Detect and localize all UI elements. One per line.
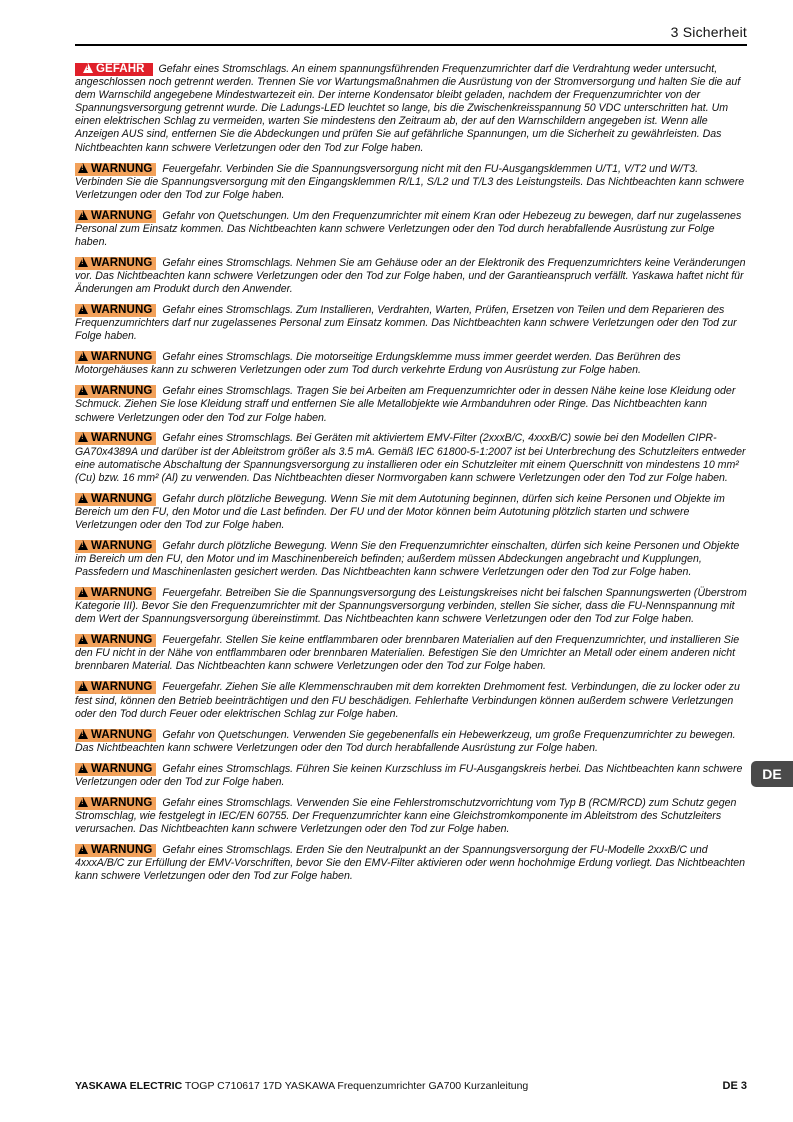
- warning-badge: [75, 634, 156, 647]
- footer-document-title: TOGP C710617 17D YASKAWA Frequenzumrichter GA700 Kurzanleitung: [184, 1080, 529, 1092]
- warning-triangle-icon: [78, 844, 88, 854]
- warning-triangle-icon: [78, 432, 88, 442]
- warning-block: [75, 210, 747, 249]
- badge-label: WARNUNG: [91, 762, 153, 775]
- warning-badge: [75, 257, 156, 270]
- warning-triangle-icon: [78, 385, 88, 395]
- badge-label: WARNUNG: [91, 432, 153, 445]
- badge-label: WARNUNG: [91, 843, 153, 856]
- warning-block: [75, 432, 747, 484]
- warning-triangle-icon: [78, 729, 88, 739]
- warning-text: Gefahr durch plötzliche Bewegung. Wenn Sie den Frequenzumrichter einschalten, dürfen sich keine Personen und Objekte im Bereich um den FU, den Motor und im Maschinenbereich befinden; außerdem müssen Abdeckungen angebracht und Kupplungen, Passfedern und Maschinenlasten gesichert werden. Das Nichtbeachten kann schwere Verletzungen oder den Tod zur Folge haben.: [75, 539, 740, 579]
- warning-badge: [75, 432, 156, 445]
- warning-block: [75, 844, 747, 883]
- warning-block: [75, 351, 747, 377]
- warning-triangle-icon: [78, 163, 88, 173]
- warning-block: [75, 587, 747, 626]
- warning-triangle-icon: [78, 493, 88, 503]
- warning-text: Gefahr durch plötzliche Bewegung. Wenn Sie mit dem Autotuning beginnen, dürfen sich keine Personen und Objekte im Bereich um den FU, den Motor und die Last befinden. Der FU und der Motor können beim Autotuning plötzlich starten und schwere Verletzungen oder den Tod zur Folge haben.: [75, 492, 725, 531]
- danger-badge: [75, 63, 153, 76]
- badge-label: WARNUNG: [91, 634, 153, 647]
- warning-badge: [75, 210, 156, 223]
- warning-block: [75, 729, 747, 755]
- warning-text: Gefahr von Quetschungen. Verwenden Sie gegebenenfalls ein Hebewerkzeug, um große Frequenzumrichter zu bewegen. Das Nichtbeachten kann schwere Verletzungen oder den Tod durch herabfallende Ausrüstung zur Folge haben.: [75, 728, 736, 754]
- warning-block: [75, 540, 747, 579]
- warning-triangle-icon: [78, 681, 88, 691]
- warning-text: Gefahr eines Stromschlags. Verwenden Sie eine Fehlerstromschutzvorrichtung vom Typ B (RCM/RCD) zum Schutz gegen Stromschlag, wie festgelegt in IEC/EN 60755. Der Frequenzumrichter kann eine Gleichstromkomponente im Ableitstrom des Schutzleiters verursachen. Das Nichtbeachten kann schwere Verletzungen oder den Tod zur Folge haben.: [75, 796, 737, 835]
- warning-triangle-icon: [78, 540, 88, 550]
- warning-badge: [75, 797, 156, 810]
- section-title: 3 Sicherheit: [670, 24, 747, 40]
- badge-label: WARNUNG: [91, 728, 153, 741]
- warning-triangle-icon: [78, 304, 88, 314]
- warning-text: Feuergefahr. Betreiben Sie die Spannungsversorgung des Leistungskreises nicht bei falschen Spannungswerten (Überstrom Kategorie III). Bevor Sie den Frequenzumrichter mit der Spannungsversorgung verbinden, stellen Sie sicher, dass die FU-Nennspannung mit dem Wert der Spannungsversorgung übereinstimmt. Das Nichtbeachten kann schwere Verletzungen oder den Tod zur Folge haben.: [75, 587, 747, 626]
- warning-badge: [75, 729, 156, 742]
- page-footer: [75, 1080, 747, 1092]
- badge-label: GEFAHR: [96, 63, 145, 75]
- warning-badge: [75, 351, 156, 364]
- warning-text: Feuergefahr. Stellen Sie keine entflammbaren oder brennbaren Materialien auf den Frequenzumrichter, und installieren Sie den FU nicht in der Nähe von entflammbaren oder brennbaren Materialien. Befestigen Sie den Umrichter an Metall oder einem anderen nicht brennbaren Material. Das Nichtbeachten kann schwere Verletzungen oder den Tod zur Folge haben.: [75, 634, 740, 673]
- warning-badge: [75, 540, 156, 553]
- warning-badge: [75, 304, 156, 317]
- warning-block: [75, 163, 747, 202]
- warning-block: [75, 763, 747, 789]
- warning-triangle-icon: [78, 797, 88, 807]
- warning-triangle-icon: [78, 257, 88, 267]
- warning-text: Gefahr eines Stromschlags. Zum Installieren, Verdrahten, Warten, Prüfen, Ersetzen von Teilen und dem Reparieren des Frequenzumrichters darf nur zugelassenes Personal zum Einsatz kommen. Das Nichtbeachten kann schwere Verletzungen oder den Tod zur Folge haben.: [75, 304, 737, 343]
- warning-text: Gefahr eines Stromschlags. An einem spannungsführenden Frequenzumrichter darf die Verdrahtung weder untersucht, angeschlossen noch getrennt werden. Trennen Sie vor Wartungsmaßnahmen die Ausrüstung von der Stromversorgung und halten Sie die auf dem Warnschild angegebene Mindestwartezeit ein. Der interne Kondensator bleibt geladen, nachdem der Frequenzumrichter von der Spannungsversorgung getrennt wurde. Die Ladungs-LED leuchtet so lange, bis die Zwischenkreisspannung 50 VDC unterschritten hat. Um einen elektrischen Schlag zu vermeiden, warten Sie mindestens den Zeitraum ab, der auf den Warnschildern angegeben ist. Wenn alle Anzeigen AUS sind, entfernen Sie die Abdeckungen und prüfen Sie auf gefährliche Spannungen, um die Sicherheit zu gewährleisten. Das Nichtbeachten kann schwere Verletzungen oder den Tod zur Folge haben.: [75, 63, 741, 154]
- warning-triangle-icon: [78, 210, 88, 220]
- badge-label: WARNUNG: [91, 796, 153, 809]
- warning-text: Gefahr eines Stromschlags. Die motorseitige Erdungsklemme muss immer geerdet werden. Das Berühren des Motorgehäuses kann zu schweren Verletzungen oder zum Tod durch verkehrte Erdung von Ausrüstung zur Folge haben.: [75, 351, 681, 377]
- warning-block: [75, 257, 747, 296]
- warning-text: Gefahr eines Stromschlags. Nehmen Sie am Gehäuse oder an der Elektronik des Frequenzumrichters keine Veränderungen vor. Das Nichtbeachten kann schwere Verletzungen oder den Tod zur Folge haben, und der Garantieanspruch verfällt. Yaskawa haftet nicht für Änderungen am Produkt durch den Anwender.: [75, 256, 746, 296]
- badge-label: WARNUNG: [91, 304, 153, 317]
- warning-text: Gefahr eines Stromschlags. Erden Sie den Neutralpunkt an der Spannungsversorgung der FU-Modelle 2xxxB/C und 4xxxA/B/C zur Erfüllung der EMV-Vorschriften, bevor Sie den EMV-Filter aktivieren oder wenn hochohmige Erdung vorliegt. Das Nichtbeachten kann schwere Verletzungen oder den Tod zur Folge haben.: [75, 843, 746, 883]
- warning-badge: [75, 163, 156, 176]
- warning-triangle-icon: [78, 351, 88, 361]
- badge-label: WARNUNG: [91, 492, 153, 505]
- warning-block: [75, 681, 747, 720]
- badge-label: WARNUNG: [91, 681, 153, 694]
- warning-block: [75, 493, 747, 532]
- warning-triangle-icon: [78, 587, 88, 597]
- warning-block: [75, 797, 747, 836]
- warning-badge: [75, 587, 156, 600]
- badge-label: WARNUNG: [91, 587, 153, 600]
- badge-label: WARNUNG: [91, 385, 153, 398]
- warning-triangle-icon: [83, 63, 93, 73]
- warning-text: Gefahr eines Stromschlags. Tragen Sie bei Arbeiten am Frequenzumrichter oder in dessen Nähe keine lose Kleidung oder Schmuck. Ziehen Sie lose Kleidung straff und entfernen Sie alle Metallobjekte wie Armbanduhren oder Ringe. Das Nichtbeachten kann schwere Verletzungen oder den Tod zur Folge haben.: [75, 385, 736, 424]
- warning-triangle-icon: [78, 634, 88, 644]
- header-divider: [75, 44, 747, 46]
- warning-block: [75, 304, 747, 343]
- warning-badge: [75, 763, 156, 776]
- badge-label: WARNUNG: [91, 539, 153, 552]
- warning-badge: [75, 493, 156, 506]
- badge-label: WARNUNG: [91, 209, 153, 222]
- warning-block: [75, 385, 747, 424]
- warning-text: Gefahr eines Stromschlags. Bei Geräten mit aktiviertem EMV-Filter (2xxxB/C, 4xxxB/C) sowie bei den Modellen CIPR-GA70x4389A und darüber ist der Ableitstrom größer als 3.5 mA. Gemäß IEC 61800-5-1:2007 ist bei Unterbrechung des Schutzleiters entweder eine automatische Abschaltung der Spannungsversorgung zu installieren oder ein Schutzleiter mit einem Querschnitt von mindestens 10 mm² (Cu) bzw. 16 mm² (Al) zu verwenden. Das Nichtbeachten dieser Normvorgaben kann schwere Verletzungen oder den Tod zur Folge haben.: [75, 432, 746, 484]
- badge-label: WARNUNG: [91, 256, 153, 269]
- warning-badge: [75, 385, 156, 398]
- warning-badge: [75, 844, 156, 857]
- warning-text: Gefahr eines Stromschlags. Führen Sie keinen Kurzschluss im FU-Ausgangskreis herbei. Das Nichtbeachten kann schwere Verletzungen oder den Tod zur Folge haben.: [75, 762, 743, 788]
- badge-label: WARNUNG: [91, 162, 153, 175]
- language-tab[interactable]: DE: [751, 761, 793, 787]
- warning-text: Feuergefahr. Verbinden Sie die Spannungsversorgung nicht mit den FU-Ausgangsklemmen U/T1, V/T2 und W/T3. Verbinden Sie die Spannungsversorgung mit den Eingangsklemmen R/L1, S/L2 und T/L3 des Leistungsteils. Das Nichtbeachten kann schwere Verletzungen oder den Tod zur Folge haben.: [75, 162, 745, 201]
- warning-block: [75, 634, 747, 673]
- safety-warnings-list: [75, 63, 747, 891]
- warning-text: Feuergefahr. Ziehen Sie alle Klemmenschrauben mit dem korrekten Drehmoment fest. Verbindungen, die zu locker oder zu fest sind, können den Betrieb beeinträchtigen und den FU beschädigen. Fehlerhafte Verbindungen können außerdem schwere Verletzungen oder den Tod durch Feuer oder elektrischen Schlag zur Folge haben.: [75, 681, 740, 720]
- warning-text: Gefahr von Quetschungen. Um den Frequenzumrichter mit einem Kran oder Hebezeug zu bewegen, darf nur zugelassenes Personal zum Einsatz kommen. Das Nichtbeachten kann schwere Verletzungen oder den Tod durch herabfallende Ausrüstung zur Folge haben.: [75, 209, 742, 248]
- page-number: DE 3: [722, 1080, 747, 1092]
- footer-brand: YASKAWA ELECTRIC: [75, 1080, 183, 1092]
- warning-badge: [75, 681, 156, 694]
- warning-block: [75, 63, 747, 155]
- badge-label: WARNUNG: [91, 351, 153, 364]
- warning-triangle-icon: [78, 763, 88, 773]
